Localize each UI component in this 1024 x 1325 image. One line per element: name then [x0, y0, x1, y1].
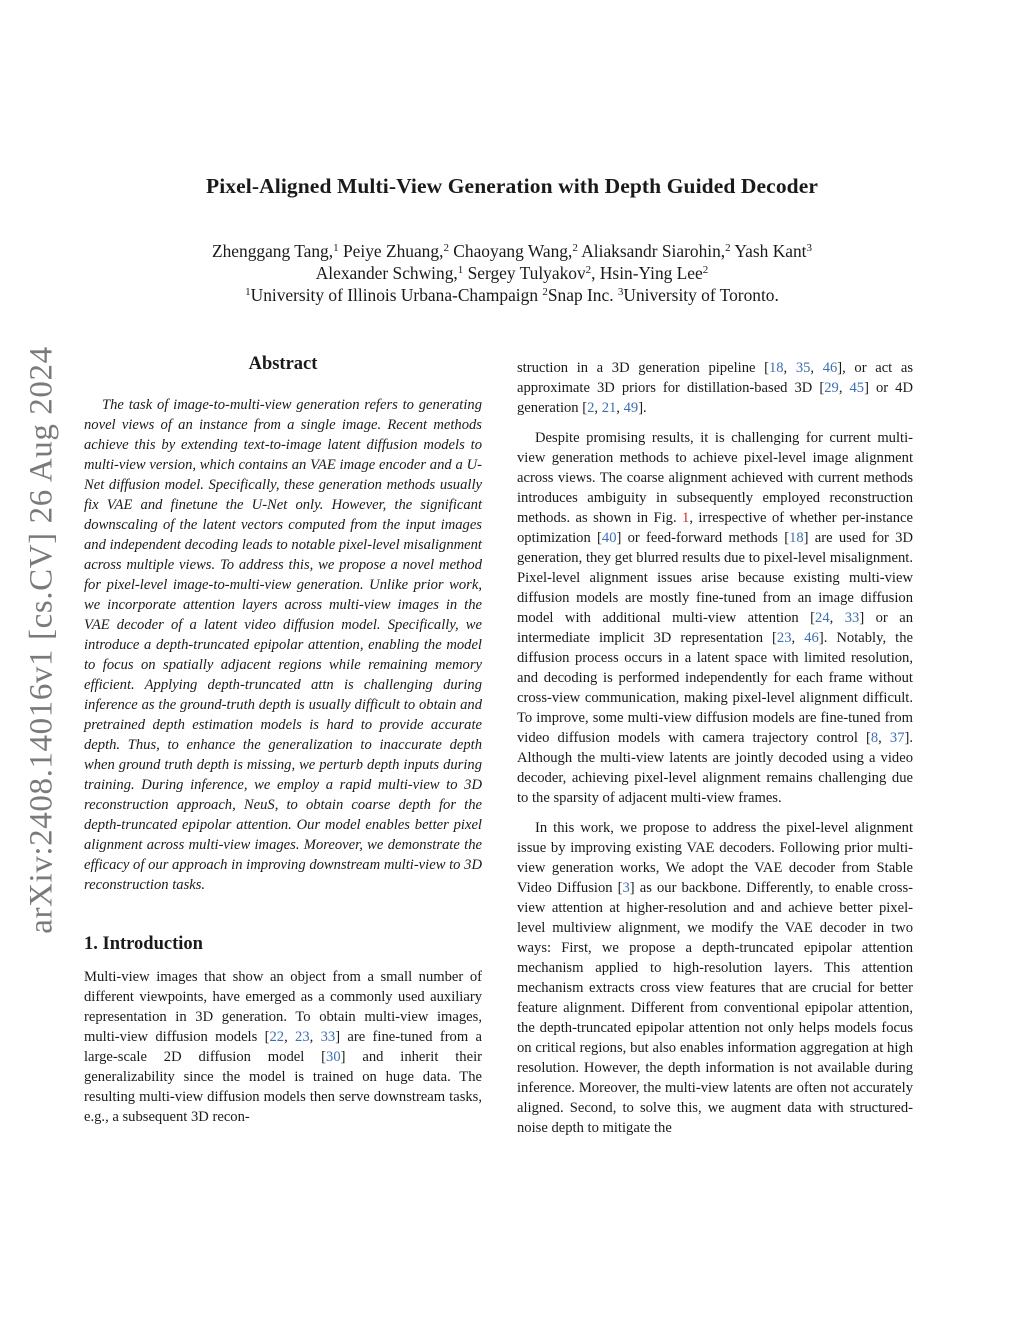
- citation-link[interactable]: 35: [795, 360, 811, 376]
- abstract-text: The task of image-to-multi-view generation refers to generating novel views of an instance from a single image. Recent methods achieve this by extending text-to-image latent diffusion models to multi-view version, which contains an VAE image encoder and a U-Net diffusion model. Specifically, these generation methods usually fix VAE and finetune the U-Net only. However, the significant downscaling of the latent vectors computed from the input images and independent decoding leads to notable pixel-level misalignment across multiple views. To address this, we propose a novel method for pixel-level image-to-multi-view generation. Unlike prior work, we incorporate attention layers across multi-view images in the VAE decoder of a latent video diffusion model. Specifically, we introduce a depth-truncated epipolar attention, enabling the model to focus on spatially adjacent regions while remaining memory efficient. Applying depth-truncated attn is challenging during inference as the ground-truth depth is usually difficult to obtain and pretrained depth estimation models is hard to provide accurate depth. Thus, to enhance the generalization to inaccurate depth when ground truth depth is missing, we perturb depth inputs during training. During inference, we employ a rapid multi-view to 3D reconstruction approach, NeuS, to obtain coarse depth for the depth-truncated epipolar attention. Our model enables better pixel alignment across multi-view images. Moreover, we demonstrate the efficacy of our approach in improving downstream multi-view to 3D reconstruction tasks.: [84, 397, 482, 893]
- citation-link[interactable]: 29: [824, 380, 839, 396]
- citation-link[interactable]: 21: [601, 400, 617, 416]
- affiliation-name: Snap Inc.: [547, 285, 618, 305]
- paper-title: Pixel-Aligned Multi-View Generation with Depth Guided Decoder: [205, 174, 819, 198]
- intro-paragraph-1: Multi-view images that show an object from a small number of different viewpoints, have emerged as a commonly used auxiliary representation in 3D generation. To obtain multi-view images, multi-view diffusion models [22, 23, 33] are fine-tuned from a large-scale 2D diffusion model [30] and inherit their generalizability since the model is trained on huge data. The resulting multi-view diffusion models then serve downstream tasks, e.g., a subsequent 3D recon-: [84, 969, 483, 1125]
- affiliation-marker: 1: [245, 286, 251, 298]
- left-column: [84, 354, 482, 1127]
- author-name: Peiye Zhuang,: [342, 241, 444, 261]
- right-column: [517, 358, 913, 1138]
- affiliation-marker: 1: [333, 242, 339, 254]
- intro-paragraph-3: In this work, we propose to address the pixel-level alignment issue by improving existing VAE decoders. Following prior multi-view generation works, We adopt the VAE decoder from Stable Video Diffusion [3] as our backbone. Differently, to enable cross-view attention at higher-resolution and and achieve better pixel-level multiview alignment, we modify the VAE decoder in two ways: First, we propose a depth-truncated epipolar attention mechanism applied to high-resolution layers. This attention mechanism extracts cross view features that are crucial for better feature alignment. Different from conventional epipolar attention, the depth-truncated epipolar attention not only helps models focus on critical regions, but also enables information aggregation at high resolution. However, the depth information is not available during inference. Moreover, the multi-view latents are often not accurately aligned. Second, to solve this, we augment data with structured-noise depth to mitigate the: [517, 820, 913, 1136]
- figure-reference-link[interactable]: 1: [682, 510, 690, 526]
- citation-link[interactable]: 24: [815, 610, 830, 626]
- author-name: Zhenggang Tang,: [211, 241, 334, 261]
- citation-link[interactable]: 23: [776, 630, 792, 646]
- citation-link[interactable]: 30: [326, 1049, 341, 1065]
- citation-link[interactable]: 8: [870, 730, 879, 746]
- abstract-heading: Abstract: [248, 354, 318, 374]
- affiliation-marker: 2: [585, 264, 592, 276]
- citation-link[interactable]: 46: [822, 360, 838, 376]
- citation-link[interactable]: 40: [601, 530, 617, 546]
- affiliation-marker: 2: [443, 242, 449, 254]
- citation-link[interactable]: 46: [804, 630, 819, 646]
- author-block: [0, 240, 1024, 306]
- arxiv-id: arXiv:2408.14016v1 [cs.CV] 26 Aug 2024: [23, 346, 60, 934]
- affiliation-marker: 3: [617, 286, 624, 298]
- citation-link[interactable]: 18: [789, 530, 804, 546]
- author-line-1: [0, 240, 1024, 262]
- affiliation-marker: 2: [702, 264, 709, 276]
- affiliation-marker: 2: [572, 242, 578, 254]
- author-name: , Hsin-Ying Lee: [591, 263, 703, 283]
- citation-link[interactable]: 33: [844, 610, 860, 626]
- author-name: Sergey Tulyakov: [467, 263, 586, 283]
- affiliation-line: [0, 284, 1024, 306]
- affiliation-name: University of Illinois Urbana-Champaign: [250, 285, 543, 305]
- intro-paragraph-1-continued: struction in a 3D generation pipeline [18, 35, 46], or act as approximate 3D priors for distillation-based 3D [29, 45] or 4D generation [2, 21, 49].: [517, 360, 914, 416]
- citation-link[interactable]: 2: [587, 400, 595, 416]
- citation-link[interactable]: 33: [320, 1029, 336, 1045]
- author-name: Yash Kant: [734, 241, 807, 261]
- affiliation-marker: 1: [457, 264, 464, 276]
- citation-link[interactable]: 49: [623, 400, 639, 416]
- affiliation-marker: 2: [542, 286, 548, 298]
- citation-link[interactable]: 22: [269, 1029, 285, 1045]
- intro-paragraph-2: Despite promising results, it is challenging for current multi-view generation methods to achieve pixel-level image alignment across views. The coarse alignment achieved with current methods introduces ambiguity in subsequently employed reconstruction methods. as shown in Fig. 1, irrespective of whether per-instance optimization [40] or feed-forward methods [18] are used for 3D generation, they get blurred results due to pixel-level misalignment. Pixel-level alignment issues arise because existing multi-view diffusion models are mostly fine-tuned from an image diffusion model with additional multi-view attention [24, 33] or an intermediate implicit 3D representation [23, 46]. Notably, the diffusion process occurs in a latent space with limited resolution, and decoding is performed independently for each frame without cross-view communication, making pixel-level alignment difficult. To improve, some multi-view diffusion models are fine-tuned from video diffusion models with camera trajectory control [8, 37]. Although the multi-view latents are jointly decoded using a video decoder, achieving pixel-level alignment remains challenging due to the sparsity of adjacent multi-view frames.: [517, 430, 914, 806]
- author-line-2: [0, 262, 1024, 284]
- author-name: Alexander Schwing,: [315, 263, 458, 283]
- citation-link[interactable]: 45: [849, 380, 865, 396]
- affiliation-name: University of Toronto.: [623, 285, 779, 305]
- author-name: Aliaksandr Siarohin,: [581, 241, 726, 261]
- section-heading-introduction: 1. Introduction: [84, 934, 203, 954]
- author-name: Chaoyang Wang,: [453, 241, 573, 261]
- citation-link[interactable]: 18: [768, 360, 784, 376]
- citation-link[interactable]: 3: [622, 880, 630, 896]
- citation-link[interactable]: 37: [889, 730, 905, 746]
- affiliation-marker: 2: [725, 242, 731, 254]
- affiliation-marker: 3: [806, 242, 813, 254]
- citation-link[interactable]: 23: [295, 1029, 310, 1045]
